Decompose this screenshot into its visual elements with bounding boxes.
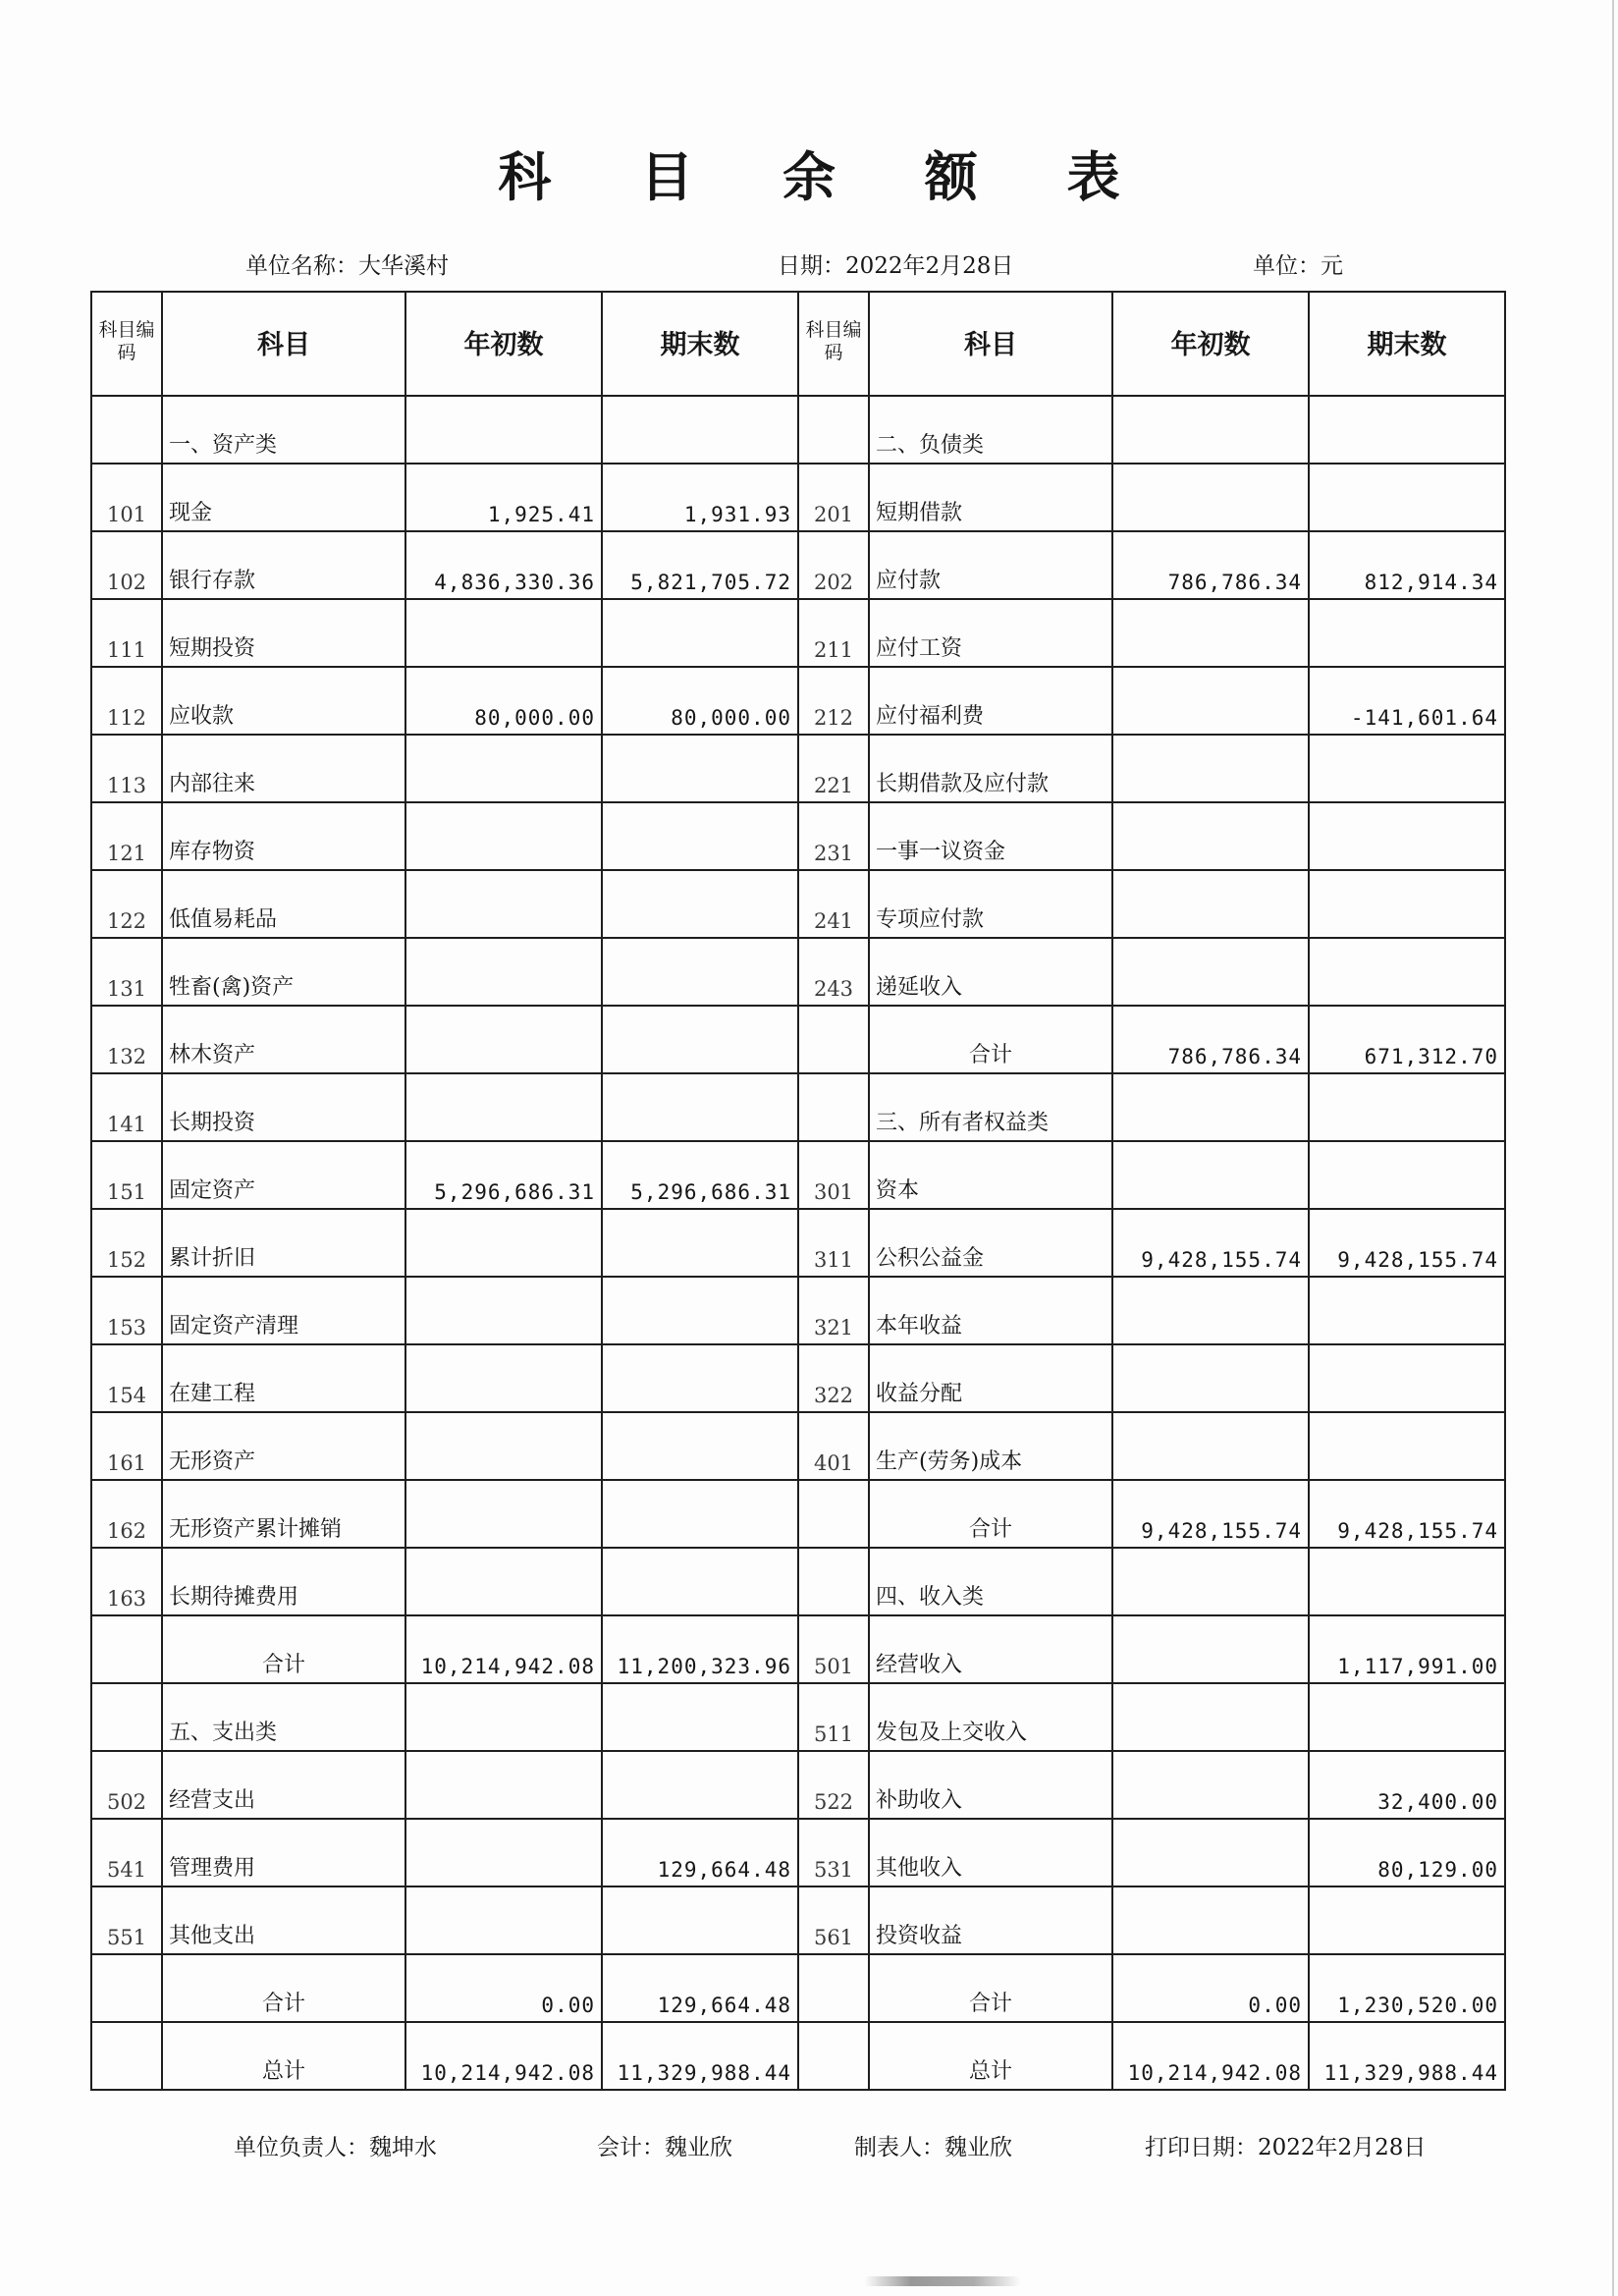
header-begin-right: 年初数 <box>1112 292 1309 396</box>
right-code-cell: 301 <box>798 1141 869 1209</box>
table-row <box>91 1006 1505 1073</box>
left-begin-cell <box>405 1209 602 1277</box>
right-code-cell: 241 <box>798 870 869 938</box>
left-begin-cell <box>405 1073 602 1141</box>
left-code-cell: 154 <box>91 1344 162 1412</box>
left-end-cell: 5,821,705.72 <box>602 531 798 599</box>
right-code-cell: 531 <box>798 1819 869 1886</box>
left-begin-cell <box>405 1751 602 1819</box>
table-row <box>91 599 1505 667</box>
right-code-cell: 501 <box>798 1615 869 1683</box>
right-subject-cell: 合计 <box>869 1006 1112 1073</box>
left-code-cell <box>91 396 162 464</box>
right-subject-cell: 其他收入 <box>869 1819 1112 1886</box>
left-begin-cell: 10,214,942.08 <box>405 2022 602 2090</box>
left-code-cell: 152 <box>91 1209 162 1277</box>
right-code-cell <box>798 396 869 464</box>
right-subject-cell: 合计 <box>869 1954 1112 2022</box>
left-end-cell <box>602 802 798 870</box>
right-code-cell: 201 <box>798 464 869 531</box>
right-subject-cell: 经营收入 <box>869 1615 1112 1683</box>
right-begin-cell <box>1112 735 1309 802</box>
right-begin-cell <box>1112 1683 1309 1751</box>
right-code-cell <box>798 1480 869 1548</box>
left-subject-cell: 内部往来 <box>162 735 405 802</box>
table-row <box>91 938 1505 1006</box>
right-subject-cell: 发包及上交收入 <box>869 1683 1112 1751</box>
table-body <box>91 396 1505 2090</box>
right-subject-cell: 合计 <box>869 1480 1112 1548</box>
right-end-cell <box>1309 870 1505 938</box>
left-subject-cell: 其他支出 <box>162 1886 405 1954</box>
left-code-cell: 551 <box>91 1886 162 1954</box>
left-begin-cell <box>405 1819 602 1886</box>
left-subject-cell: 无形资产 <box>162 1412 405 1480</box>
right-begin-cell: 786,786.34 <box>1112 531 1309 599</box>
header-code-right: 科目编码 <box>798 292 869 396</box>
table-row <box>91 870 1505 938</box>
left-end-cell <box>602 1277 798 1344</box>
header-subject-left: 科目 <box>162 292 405 396</box>
left-subject-cell: 长期待摊费用 <box>162 1548 405 1615</box>
left-code-cell: 101 <box>91 464 162 531</box>
right-end-cell <box>1309 464 1505 531</box>
left-code-cell: 111 <box>91 599 162 667</box>
table-row <box>91 464 1505 531</box>
left-code-cell: 132 <box>91 1006 162 1073</box>
left-subject-cell: 累计折旧 <box>162 1209 405 1277</box>
left-begin-cell <box>405 1006 602 1073</box>
left-subject-cell: 在建工程 <box>162 1344 405 1412</box>
right-subject-cell: 本年收益 <box>869 1277 1112 1344</box>
header-end-right: 期末数 <box>1309 292 1505 396</box>
left-subject-cell: 五、支出类 <box>162 1683 405 1751</box>
left-subject-cell: 固定资产清理 <box>162 1277 405 1344</box>
right-end-cell <box>1309 802 1505 870</box>
left-end-cell: 129,664.48 <box>602 1819 798 1886</box>
left-end-cell: 80,000.00 <box>602 667 798 735</box>
right-end-cell <box>1309 735 1505 802</box>
right-begin-cell: 10,214,942.08 <box>1112 2022 1309 2090</box>
right-code-cell: 243 <box>798 938 869 1006</box>
footer-print-date: 打印日期：2022年2月28日 <box>1145 2135 1427 2160</box>
left-subject-cell: 无形资产累计摊销 <box>162 1480 405 1548</box>
right-begin-cell <box>1112 870 1309 938</box>
date-label: 日期：2022年2月28日 <box>778 253 1014 279</box>
table-row <box>91 735 1505 802</box>
footer-accountant: 会计：魏业欣 <box>597 2135 732 2160</box>
right-begin-cell <box>1112 667 1309 735</box>
left-subject-cell: 应收款 <box>162 667 405 735</box>
left-begin-cell <box>405 1548 602 1615</box>
table-row <box>91 802 1505 870</box>
right-subject-cell: 资本 <box>869 1141 1112 1209</box>
left-subject-cell: 合计 <box>162 1615 405 1683</box>
left-end-cell <box>602 1344 798 1412</box>
right-end-cell <box>1309 1344 1505 1412</box>
table-row <box>91 1751 1505 1819</box>
right-end-cell <box>1309 938 1505 1006</box>
left-end-cell <box>602 1006 798 1073</box>
left-subject-cell: 经营支出 <box>162 1751 405 1819</box>
table-row <box>91 396 1505 464</box>
right-begin-cell <box>1112 1277 1309 1344</box>
right-subject-cell: 短期借款 <box>869 464 1112 531</box>
right-begin-cell <box>1112 1615 1309 1683</box>
left-end-cell: 11,200,323.96 <box>602 1615 798 1683</box>
table-row <box>91 1819 1505 1886</box>
left-code-cell <box>91 1683 162 1751</box>
right-end-cell <box>1309 1683 1505 1751</box>
right-begin-cell <box>1112 938 1309 1006</box>
left-subject-cell: 总计 <box>162 2022 405 2090</box>
right-subject-cell: 长期借款及应付款 <box>869 735 1112 802</box>
left-end-cell <box>602 1073 798 1141</box>
left-end-cell <box>602 1886 798 1954</box>
header-end-left: 期末数 <box>602 292 798 396</box>
right-begin-cell: 9,428,155.74 <box>1112 1209 1309 1277</box>
unit-label: 单位：元 <box>1253 253 1343 279</box>
left-end-cell: 1,931.93 <box>602 464 798 531</box>
left-code-cell <box>91 1615 162 1683</box>
right-begin-cell <box>1112 1073 1309 1141</box>
left-code-cell: 502 <box>91 1751 162 1819</box>
table-row <box>91 1344 1505 1412</box>
left-subject-cell: 固定资产 <box>162 1141 405 1209</box>
left-code-cell: 161 <box>91 1412 162 1480</box>
left-subject-cell: 林木资产 <box>162 1006 405 1073</box>
right-code-cell: 321 <box>798 1277 869 1344</box>
right-subject-cell: 应付福利费 <box>869 667 1112 735</box>
right-begin-cell <box>1112 1344 1309 1412</box>
left-end-cell <box>602 1209 798 1277</box>
left-code-cell: 162 <box>91 1480 162 1548</box>
table-row <box>91 1073 1505 1141</box>
left-begin-cell <box>405 1480 602 1548</box>
left-begin-cell <box>405 396 602 464</box>
table-row <box>91 531 1505 599</box>
left-end-cell <box>602 870 798 938</box>
right-begin-cell <box>1112 1412 1309 1480</box>
left-begin-cell: 1,925.41 <box>405 464 602 531</box>
right-subject-cell: 总计 <box>869 2022 1112 2090</box>
left-code-cell: 153 <box>91 1277 162 1344</box>
left-code-cell: 112 <box>91 667 162 735</box>
right-code-cell: 511 <box>798 1683 869 1751</box>
right-end-cell: 80,129.00 <box>1309 1819 1505 1886</box>
table-row <box>91 1954 1505 2022</box>
footer-supervisor: 单位负责人：魏坤水 <box>234 2135 437 2160</box>
left-begin-cell: 5,296,686.31 <box>405 1141 602 1209</box>
left-subject-cell: 短期投资 <box>162 599 405 667</box>
left-end-cell <box>602 396 798 464</box>
left-subject-cell: 银行存款 <box>162 531 405 599</box>
right-subject-cell: 四、收入类 <box>869 1548 1112 1615</box>
right-subject-cell: 递延收入 <box>869 938 1112 1006</box>
table-row <box>91 1886 1505 1954</box>
right-subject-cell: 应付工资 <box>869 599 1112 667</box>
table-row <box>91 1548 1505 1615</box>
balance-table <box>90 291 1506 2091</box>
table-row <box>91 1277 1505 1344</box>
left-end-cell <box>602 1683 798 1751</box>
left-subject-cell: 合计 <box>162 1954 405 2022</box>
left-subject-cell: 低值易耗品 <box>162 870 405 938</box>
right-subject-cell: 三、所有者权益类 <box>869 1073 1112 1141</box>
right-end-cell: 11,329,988.44 <box>1309 2022 1505 2090</box>
left-subject-cell: 长期投资 <box>162 1073 405 1141</box>
right-subject-cell: 二、负债类 <box>869 396 1112 464</box>
right-begin-cell <box>1112 802 1309 870</box>
right-code-cell: 322 <box>798 1344 869 1412</box>
left-subject-cell: 牲畜(禽)资产 <box>162 938 405 1006</box>
header-subject-right: 科目 <box>869 292 1112 396</box>
left-end-cell <box>602 1751 798 1819</box>
right-code-cell: 212 <box>798 667 869 735</box>
left-end-cell <box>602 599 798 667</box>
footer-preparer: 制表人：魏业欣 <box>854 2135 1012 2160</box>
right-code-cell: 211 <box>798 599 869 667</box>
header-code-left: 科目编码 <box>91 292 162 396</box>
left-end-cell: 5,296,686.31 <box>602 1141 798 1209</box>
right-code-cell <box>798 1006 869 1073</box>
left-code-cell: 102 <box>91 531 162 599</box>
left-begin-cell <box>405 1886 602 1954</box>
left-begin-cell <box>405 599 602 667</box>
right-begin-cell: 786,786.34 <box>1112 1006 1309 1073</box>
right-end-cell <box>1309 1141 1505 1209</box>
left-begin-cell <box>405 1683 602 1751</box>
left-subject-cell: 现金 <box>162 464 405 531</box>
table-row <box>91 1412 1505 1480</box>
right-end-cell <box>1309 1073 1505 1141</box>
left-begin-cell: 4,836,330.36 <box>405 531 602 599</box>
table-row <box>91 1615 1505 1683</box>
table-header-row <box>91 292 1505 396</box>
left-code-cell: 122 <box>91 870 162 938</box>
left-begin-cell <box>405 735 602 802</box>
right-code-cell <box>798 1548 869 1615</box>
right-begin-cell <box>1112 599 1309 667</box>
left-end-cell <box>602 735 798 802</box>
left-begin-cell: 10,214,942.08 <box>405 1615 602 1683</box>
right-subject-cell: 公积公益金 <box>869 1209 1112 1277</box>
right-end-cell: 1,117,991.00 <box>1309 1615 1505 1683</box>
left-end-cell <box>602 1480 798 1548</box>
right-end-cell <box>1309 1412 1505 1480</box>
left-begin-cell <box>405 1277 602 1344</box>
right-code-cell: 561 <box>798 1886 869 1954</box>
right-subject-cell: 收益分配 <box>869 1344 1112 1412</box>
left-code-cell: 163 <box>91 1548 162 1615</box>
left-subject-cell: 一、资产类 <box>162 396 405 464</box>
left-begin-cell <box>405 1344 602 1412</box>
left-subject-cell: 库存物资 <box>162 802 405 870</box>
org-name-label: 单位名称：大华溪村 <box>245 253 449 279</box>
left-begin-cell: 0.00 <box>405 1954 602 2022</box>
right-subject-cell: 应付款 <box>869 531 1112 599</box>
left-code-cell: 141 <box>91 1073 162 1141</box>
left-begin-cell <box>405 870 602 938</box>
table-row <box>91 1480 1505 1548</box>
right-code-cell: 311 <box>798 1209 869 1277</box>
right-end-cell <box>1309 1886 1505 1954</box>
left-begin-cell <box>405 938 602 1006</box>
right-begin-cell <box>1112 1751 1309 1819</box>
right-begin-cell: 0.00 <box>1112 1954 1309 2022</box>
right-end-cell: 9,428,155.74 <box>1309 1209 1505 1277</box>
right-end-cell <box>1309 1277 1505 1344</box>
right-code-cell <box>798 1954 869 2022</box>
right-begin-cell <box>1112 1819 1309 1886</box>
right-end-cell: 9,428,155.74 <box>1309 1480 1505 1548</box>
right-code-cell: 221 <box>798 735 869 802</box>
left-code-cell: 121 <box>91 802 162 870</box>
right-subject-cell: 生产(劳务)成本 <box>869 1412 1112 1480</box>
right-end-cell: 671,312.70 <box>1309 1006 1505 1073</box>
right-begin-cell <box>1112 1886 1309 1954</box>
right-begin-cell <box>1112 464 1309 531</box>
left-end-cell <box>602 938 798 1006</box>
table-row <box>91 1683 1505 1751</box>
table-row <box>91 1141 1505 1209</box>
right-code-cell: 522 <box>798 1751 869 1819</box>
right-end-cell <box>1309 1548 1505 1615</box>
right-code-cell: 202 <box>798 531 869 599</box>
left-begin-cell <box>405 802 602 870</box>
scan-smudge <box>864 2276 1021 2286</box>
table-row <box>91 1209 1505 1277</box>
left-code-cell: 131 <box>91 938 162 1006</box>
left-code-cell <box>91 1954 162 2022</box>
table-row <box>91 667 1505 735</box>
left-end-cell: 129,664.48 <box>602 1954 798 2022</box>
left-code-cell: 541 <box>91 1819 162 1886</box>
right-end-cell <box>1309 599 1505 667</box>
left-code-cell: 113 <box>91 735 162 802</box>
left-end-cell: 11,329,988.44 <box>602 2022 798 2090</box>
right-begin-cell <box>1112 1548 1309 1615</box>
right-end-cell <box>1309 396 1505 464</box>
right-end-cell: 1,230,520.00 <box>1309 1954 1505 2022</box>
left-code-cell: 151 <box>91 1141 162 1209</box>
left-code-cell <box>91 2022 162 2090</box>
right-subject-cell: 投资收益 <box>869 1886 1112 1954</box>
right-subject-cell: 专项应付款 <box>869 870 1112 938</box>
right-begin-cell <box>1112 396 1309 464</box>
right-begin-cell <box>1112 1141 1309 1209</box>
left-subject-cell: 管理费用 <box>162 1819 405 1886</box>
right-code-cell: 231 <box>798 802 869 870</box>
right-code-cell <box>798 1073 869 1141</box>
document-title: 科 目 余 额 表 <box>498 145 1156 208</box>
right-subject-cell: 一事一议资金 <box>869 802 1112 870</box>
scan-edge <box>1612 0 1614 2296</box>
right-end-cell: -141,601.64 <box>1309 667 1505 735</box>
right-end-cell: 812,914.34 <box>1309 531 1505 599</box>
right-begin-cell: 9,428,155.74 <box>1112 1480 1309 1548</box>
right-end-cell: 32,400.00 <box>1309 1751 1505 1819</box>
left-end-cell <box>602 1548 798 1615</box>
left-begin-cell <box>405 1412 602 1480</box>
header-begin-left: 年初数 <box>405 292 602 396</box>
table-row <box>91 2022 1505 2090</box>
left-begin-cell: 80,000.00 <box>405 667 602 735</box>
right-subject-cell: 补助收入 <box>869 1751 1112 1819</box>
left-end-cell <box>602 1412 798 1480</box>
right-code-cell <box>798 2022 869 2090</box>
right-code-cell: 401 <box>798 1412 869 1480</box>
